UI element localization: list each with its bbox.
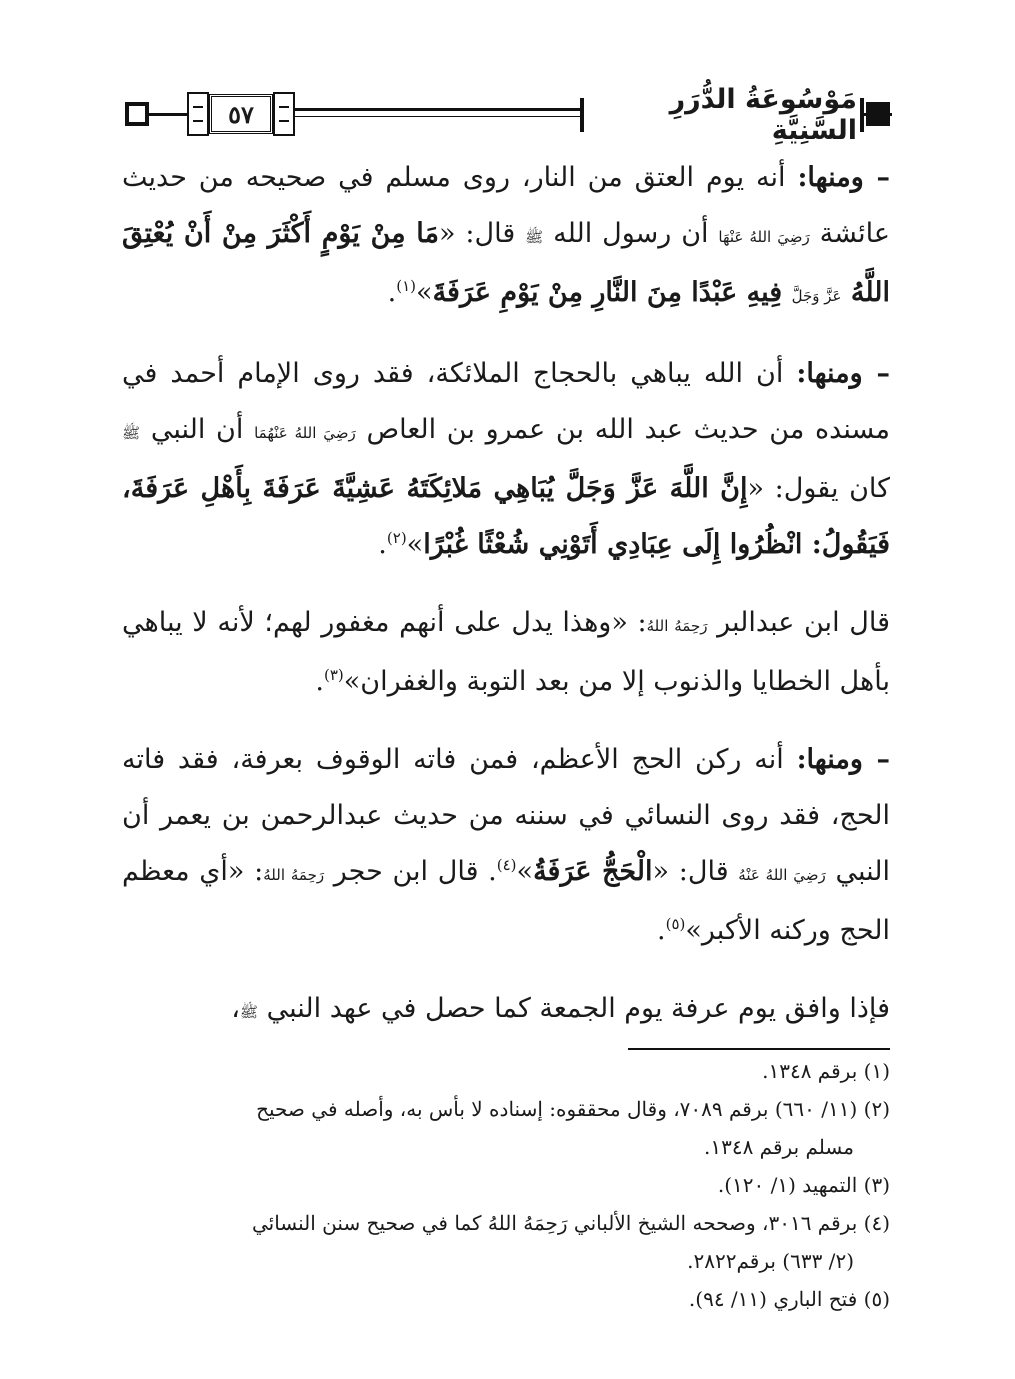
footnote-text: (٤) برقم ٣٠١٦، وصححه الشيخ الألباني رَحِمَهُ اللهُ كما في صحيح سنن النسائي xyxy=(251,1211,890,1235)
footnote-ref[interactable]: (٤) xyxy=(496,856,517,874)
text: أنه ركن الحج الأعظم، فمن فاته الوقوف بعرفة، فقد فاته الحج، فقد روى النسائي في سننه من حديث عبدالرحمن بن يعمر أن النبي xyxy=(122,744,890,887)
text: فإذا وافق يوم عرفة يوم الجمعة كما حصل في عهد النبي xyxy=(258,993,890,1024)
text: . xyxy=(657,915,666,946)
page-number-frame xyxy=(187,92,295,136)
header-rule xyxy=(295,108,580,111)
footnote-text: (٣) التمهيد (١/ ١٢٠). xyxy=(717,1173,890,1197)
text: . xyxy=(315,666,324,697)
text: . قال ابن حجر xyxy=(324,856,497,887)
paragraph-5 xyxy=(122,981,890,1040)
honorific-glyph: عَزَّ وَجَلَّ xyxy=(791,287,842,305)
page-header xyxy=(125,84,890,146)
text: . xyxy=(387,277,397,308)
hadith-text: فِيهِ عَبْدًا مِنَ النَّارِ مِنْ يَوْمِ عَرَفَةَ xyxy=(432,277,792,308)
footnote-text: (٢/ ٦٣٣) برقم٢٨٢٢. xyxy=(687,1249,854,1273)
text: أنه يوم العتق من النار، روى مسلم في صحيحه من حديث عائشة xyxy=(122,162,891,249)
footnote-text: (٥) فتح الباري (١١/ ٩٤). xyxy=(688,1287,890,1311)
main-text xyxy=(122,150,890,1062)
footnote-5 xyxy=(122,1280,890,1318)
header-rule xyxy=(149,113,187,116)
footnote-ref[interactable]: (٥) xyxy=(665,915,686,933)
footnotes xyxy=(122,1048,890,1318)
book-title: مَوْسُوعَةُ الدُّرَرِ السَّنِيَّةِ xyxy=(669,84,857,146)
header-rule xyxy=(295,116,580,117)
text: ، xyxy=(231,993,240,1024)
footnote-4 xyxy=(122,1204,890,1280)
text: : «وهذا يدل على أنهم مغفور لهم؛ لأنه لا يباهي بأهل الخطايا والذنوب إلا من بعد التوبة والغفران» xyxy=(122,607,890,697)
frame-ornament-icon xyxy=(273,92,295,136)
salawat-glyph: ﷺ xyxy=(122,424,141,442)
text: : «أي معظم الحج وركنه الأكبر» xyxy=(122,856,890,946)
footnote-3 xyxy=(122,1166,890,1204)
text: أن رسول الله xyxy=(543,218,719,249)
honorific-glyph: رَحِمَهُ اللهُ xyxy=(263,866,325,884)
paragraph-4 xyxy=(122,732,890,959)
text: أن الله يباهي بالحجاج الملائكة، فقد روى الإمام أحمد في مسنده من حديث عبد الله بن عمرو بن العاص xyxy=(122,358,891,445)
honorific-glyph: رَضِيَ اللهُ عَنْهَا xyxy=(718,228,810,246)
page-number: ٥٧ xyxy=(209,94,273,134)
honorific-glyph: رَحِمَهُ اللهُ xyxy=(646,617,708,635)
text: . xyxy=(378,529,387,560)
text: » xyxy=(406,529,424,560)
text: قال: « xyxy=(652,856,739,887)
honorific-glyph: رَضِيَ اللهُ عَنْهُمَا xyxy=(254,424,356,442)
text: أن النبي xyxy=(140,414,255,445)
hadith-text: إِنَّ اللَّهَ عَزَّ وَجَلَّ يُبَاهِي مَلائِكَتَهُ عَشِيَّةَ عَرَفَةَ بِأَهْلِ عَرَفَةَ، فَيَقُولُ: انْظُرُوا إِلَى عِبَادِي أَتَوْنِي شُعْثًا غُبْرًا xyxy=(122,473,890,560)
footnote-2 xyxy=(122,1090,890,1166)
paragraph-1 xyxy=(122,150,890,324)
footnote-text: (١) برقم ١٣٤٨. xyxy=(762,1059,890,1083)
text: » xyxy=(516,856,534,887)
footnote-text: (٢) (١١/ ٦٦٠) برقم ٧٠٨٩، وقال محققوه: إسناده لا بأس به، وأصله في صحيح xyxy=(256,1097,890,1121)
header-ornament-square-right xyxy=(866,102,890,126)
footnote-text: مسلم برقم ١٣٤٨. xyxy=(703,1135,854,1159)
footnote-separator xyxy=(628,1048,890,1050)
text: كان يقول: « xyxy=(747,473,891,504)
salawat-glyph: ﷺ xyxy=(239,1003,259,1021)
text: قال: « xyxy=(438,218,526,249)
text: قال ابن عبدالبر xyxy=(707,607,890,638)
paragraph-2 xyxy=(122,346,890,573)
paragraph-3 xyxy=(122,595,890,710)
header-divider xyxy=(580,98,584,132)
paragraph-lead: – ومنها: xyxy=(797,162,890,193)
hadith-text: الْحَجُّ عَرَفَةُ xyxy=(533,856,653,887)
header-ornament-square-left xyxy=(125,102,149,126)
hadith-text: مَا مِنْ يَوْمٍ أَكْثَرَ مِنْ أَنْ يُعْتِقَ اللَّهُ xyxy=(122,218,890,308)
footnote-1 xyxy=(122,1052,890,1090)
paragraph-lead: – ومنها: xyxy=(796,358,890,389)
paragraph-lead: – ومنها: xyxy=(796,744,890,775)
frame-ornament-icon xyxy=(187,92,209,136)
footnote-ref[interactable]: (٣) xyxy=(323,666,344,684)
text: » xyxy=(416,277,433,308)
honorific-glyph: رَضِيَ اللهُ عَنْهُ xyxy=(738,866,826,884)
salawat-glyph: ﷺ xyxy=(525,228,544,246)
footnote-ref[interactable]: (١) xyxy=(396,277,417,295)
footnote-ref[interactable]: (٢) xyxy=(386,529,407,547)
